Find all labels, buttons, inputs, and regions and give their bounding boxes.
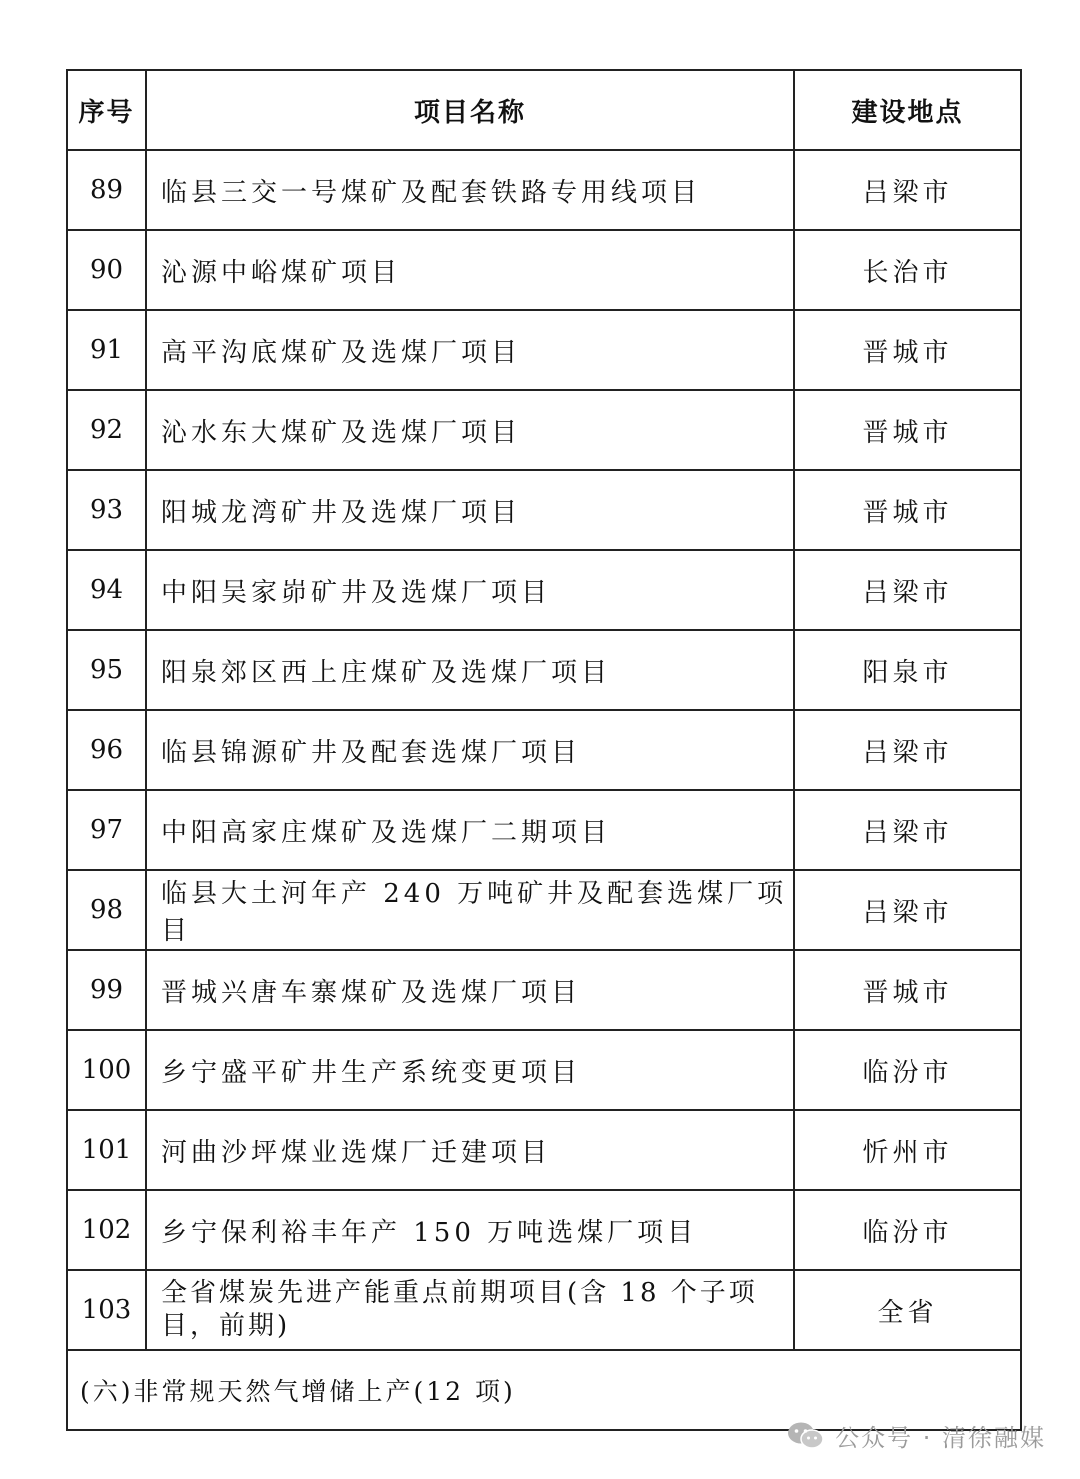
watermark bbox=[787, 1418, 1046, 1453]
row-name: 沁水东大煤矿及选煤厂项目 bbox=[147, 391, 795, 469]
row-location: 吕梁市 bbox=[862, 177, 953, 208]
row-location: 吕梁市 bbox=[862, 577, 953, 608]
row-no: 96 bbox=[68, 711, 147, 789]
row-name: 临县大土河年产 240 万吨矿井及配套选煤厂项目 bbox=[147, 871, 795, 949]
row-location: 晋城市 bbox=[862, 417, 953, 448]
row-no: 94 bbox=[68, 551, 147, 629]
table-row bbox=[68, 1111, 1020, 1191]
row-location: 阳泉市 bbox=[862, 657, 953, 688]
section-title: (六)非常规天然气增储上产(12 项) bbox=[68, 1351, 1020, 1431]
row-location: 晋城市 bbox=[862, 977, 953, 1008]
row-no: 101 bbox=[68, 1111, 147, 1189]
row-name: 阳泉郊区西上庄煤矿及选煤厂项目 bbox=[147, 631, 795, 709]
row-no: 89 bbox=[68, 151, 147, 229]
watermark-text: 公众号 · 清徐融媒 bbox=[835, 1424, 1046, 1452]
table-row bbox=[68, 791, 1020, 871]
row-name: 晋城兴唐车寨煤矿及选煤厂项目 bbox=[147, 951, 795, 1029]
table-row bbox=[68, 951, 1020, 1031]
row-location: 吕梁市 bbox=[862, 817, 953, 848]
row-no: 97 bbox=[68, 791, 147, 869]
row-name: 临县三交一号煤矿及配套铁路专用线项目 bbox=[147, 151, 795, 229]
table-row bbox=[68, 711, 1020, 791]
project-table bbox=[66, 69, 1022, 1431]
wechat-icon bbox=[787, 1421, 825, 1451]
header-location: 建设地点 bbox=[851, 97, 964, 128]
row-name: 沁源中峪煤矿项目 bbox=[147, 231, 795, 309]
row-location: 晋城市 bbox=[862, 337, 953, 368]
row-name: 中阳高家庄煤矿及选煤厂二期项目 bbox=[147, 791, 795, 869]
table-row bbox=[68, 391, 1020, 471]
row-location: 临汾市 bbox=[862, 1217, 953, 1248]
table-header bbox=[68, 71, 1020, 151]
header-no: 序号 bbox=[68, 71, 147, 149]
table-row bbox=[68, 471, 1020, 551]
row-no: 90 bbox=[68, 231, 147, 309]
row-name: 全省煤炭先进产能重点前期项目(含 18 个子项目，前期) bbox=[147, 1271, 795, 1349]
table-row bbox=[68, 311, 1020, 391]
row-location: 全省 bbox=[877, 1297, 938, 1328]
row-no: 95 bbox=[68, 631, 147, 709]
row-no: 99 bbox=[68, 951, 147, 1029]
row-location: 长治市 bbox=[862, 257, 953, 288]
row-no: 92 bbox=[68, 391, 147, 469]
table-row bbox=[68, 1271, 1020, 1351]
row-no: 91 bbox=[68, 311, 147, 389]
row-location: 临汾市 bbox=[862, 1057, 953, 1088]
row-location: 吕梁市 bbox=[862, 897, 953, 928]
table-row bbox=[68, 871, 1020, 951]
header-name: 项目名称 bbox=[147, 71, 795, 149]
table-row bbox=[68, 231, 1020, 311]
row-no: 103 bbox=[68, 1271, 147, 1349]
table-row bbox=[68, 1191, 1020, 1271]
row-no: 100 bbox=[68, 1031, 147, 1109]
row-name: 高平沟底煤矿及选煤厂项目 bbox=[147, 311, 795, 389]
row-no: 98 bbox=[68, 871, 147, 949]
row-no: 102 bbox=[68, 1191, 147, 1269]
row-name: 临县锦源矿井及配套选煤厂项目 bbox=[147, 711, 795, 789]
row-name: 乡宁盛平矿井生产系统变更项目 bbox=[147, 1031, 795, 1109]
table-row bbox=[68, 631, 1020, 711]
row-location: 晋城市 bbox=[862, 497, 953, 528]
row-location: 吕梁市 bbox=[862, 737, 953, 768]
row-location: 忻州市 bbox=[862, 1137, 953, 1168]
row-name: 河曲沙坪煤业选煤厂迁建项目 bbox=[147, 1111, 795, 1189]
row-name: 中阳吴家峁矿井及选煤厂项目 bbox=[147, 551, 795, 629]
row-name: 乡宁保利裕丰年产 150 万吨选煤厂项目 bbox=[147, 1191, 795, 1269]
table-row bbox=[68, 551, 1020, 631]
row-name: 阳城龙湾矿井及选煤厂项目 bbox=[147, 471, 795, 549]
table-row bbox=[68, 1031, 1020, 1111]
table-row bbox=[68, 151, 1020, 231]
row-no: 93 bbox=[68, 471, 147, 549]
